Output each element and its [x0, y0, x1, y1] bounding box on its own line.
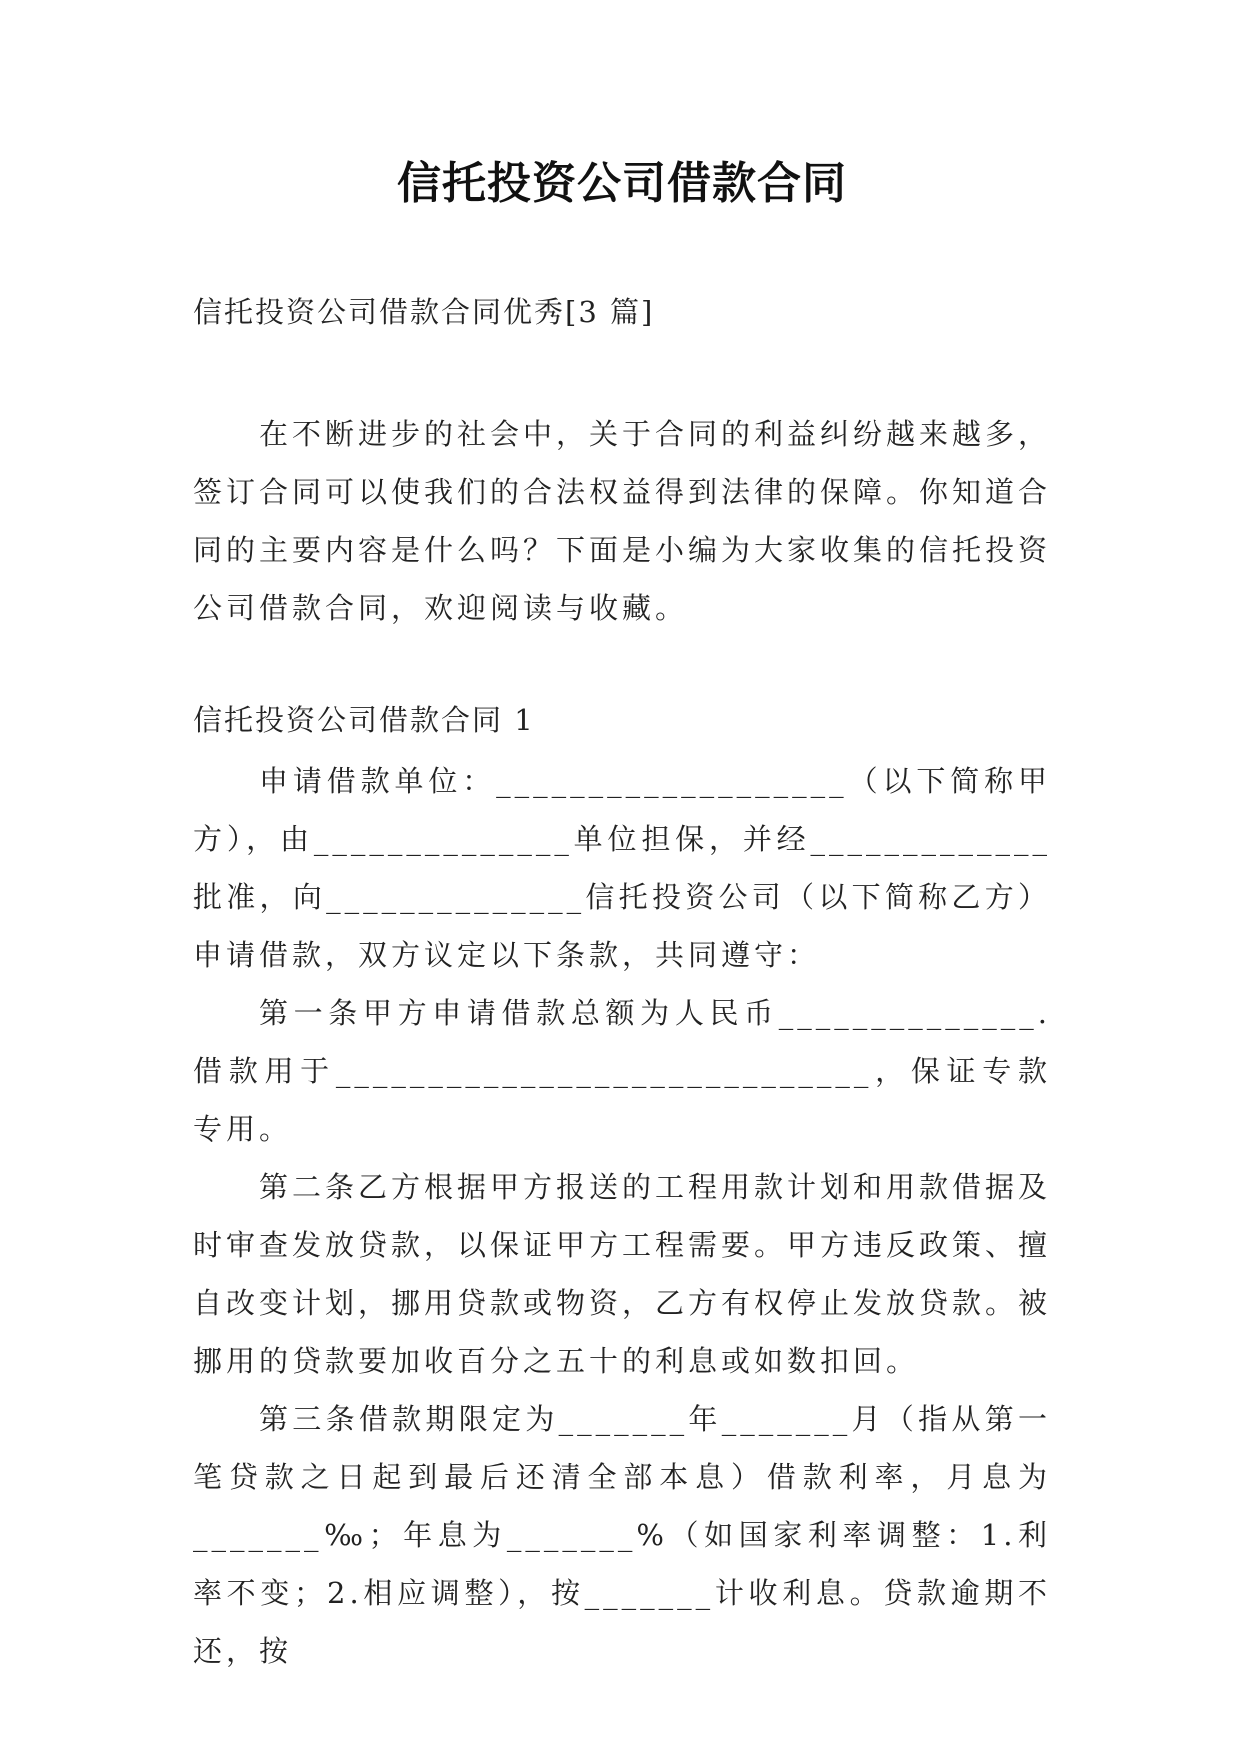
document-subtitle: 信托投资公司借款合同优秀[3 篇]	[193, 295, 655, 329]
document-title: 信托投资公司借款合同	[397, 158, 847, 209]
clause-3: 第三条借款期限定为_______年_______月（指从第一笔贷款之日起到最后还清全部本息）借款利率，月息为_______‰；年息为_______%（如国家利率调整：1.利率不变；2.相应调整），按_______计收利息。贷款逾期不还，按	[193, 1402, 1051, 1668]
clause-preamble: 申请借款单位：___________________（以下简称甲方），由______________单位担保，并经_____________批准，向______________信托投资公司（以下简称乙方）申请借款，双方议定以下条款，共同遵守：	[193, 764, 1051, 972]
clause-1: 第一条甲方申请借款总额为人民币______________.借款用于_____________________________，保证专款专用。	[193, 996, 1051, 1146]
contract-heading: 信托投资公司借款合同 1	[193, 703, 535, 737]
clause-2: 第二条乙方根据甲方报送的工程用款计划和用款借据及时审查发放贷款，以保证甲方工程需要。甲方违反政策、擅自改变计划，挪用贷款或物资，乙方有权停止发放贷款。被挪用的贷款要加收百分之五十的利息或如数扣回。	[193, 1170, 1052, 1378]
intro-paragraph: 在不断进步的社会中，关于合同的利益纠纷越来越多，签订合同可以使我们的合法权益得到法律的保障。你知道合同的主要内容是什么吗？下面是小编为大家收集的信托投资公司借款合同，欢迎阅读与收藏。	[193, 417, 1052, 625]
contract-section	[193, 700, 1051, 1680]
